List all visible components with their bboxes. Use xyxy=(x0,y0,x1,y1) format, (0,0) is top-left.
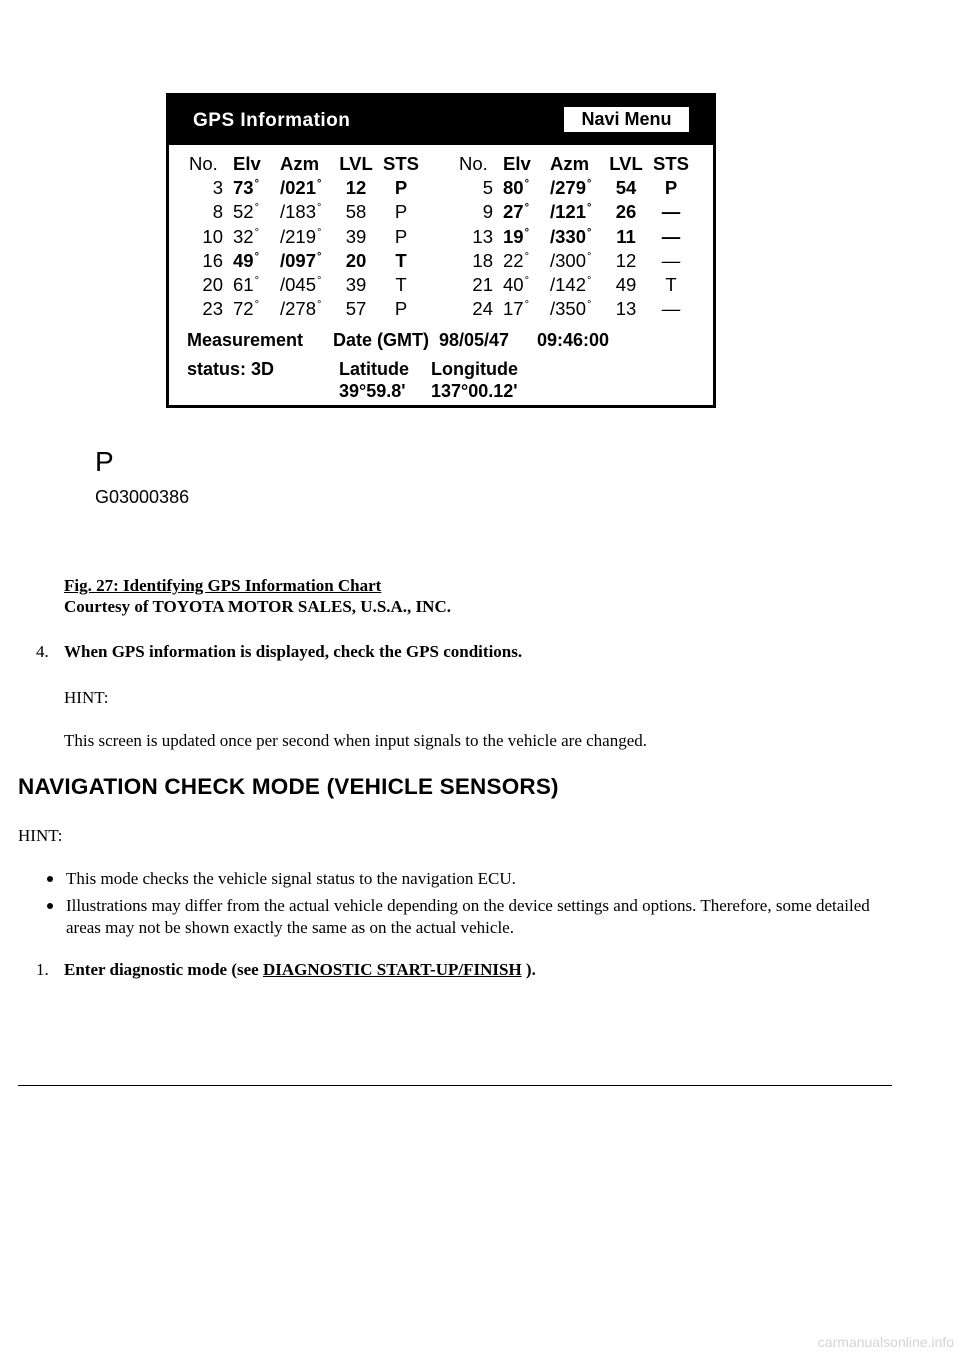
level-cell: 57 xyxy=(345,298,367,320)
column-header: Elv xyxy=(233,153,261,175)
degree-symbol: ° xyxy=(317,226,322,239)
elevation-cell: 52° xyxy=(233,201,259,223)
hint-bullet-list xyxy=(44,868,884,944)
satellite-number: 23 xyxy=(202,298,223,320)
satellite-number: 3 xyxy=(212,177,223,199)
satellite-number: 8 xyxy=(212,201,223,223)
satellite-number: 16 xyxy=(202,249,223,271)
status-cell: T xyxy=(395,274,407,296)
table-row xyxy=(183,176,424,200)
gps-screen-header xyxy=(169,96,713,145)
table-row xyxy=(453,273,694,297)
figure-caption-link[interactable]: Fig. 27: Identifying GPS Information Chart xyxy=(64,576,382,595)
level-cell: 58 xyxy=(345,201,367,223)
degree-symbol: ° xyxy=(524,275,529,288)
elevation-cell: 40° xyxy=(503,274,529,296)
measurement-label: Measurement xyxy=(187,330,304,350)
figure-credit: Courtesy of TOYOTA MOTOR SALES, U.S.A., INC. xyxy=(64,597,451,616)
degree-symbol: ° xyxy=(317,178,322,191)
list-item xyxy=(44,895,884,939)
degree-symbol: ° xyxy=(254,178,259,191)
bullet-icon xyxy=(47,903,53,909)
level-cell: 49 xyxy=(615,274,637,296)
table-row xyxy=(183,200,424,224)
satellite-number: 24 xyxy=(472,298,493,320)
table-row xyxy=(183,273,424,297)
elevation-cell: 80° xyxy=(503,177,529,199)
table-row xyxy=(453,176,694,200)
step-number: 4. xyxy=(36,642,49,661)
column-header: No. xyxy=(459,153,488,175)
satellite-number: 9 xyxy=(482,201,493,223)
degree-symbol: ° xyxy=(317,250,322,263)
table-row xyxy=(183,249,424,273)
status-cell: P xyxy=(394,201,408,223)
table-header-row xyxy=(183,152,424,176)
table-row xyxy=(453,225,694,249)
degree-symbol: ° xyxy=(254,250,259,263)
elevation-cell: 32° xyxy=(233,225,259,247)
column-header: No. xyxy=(189,153,218,175)
figure-letter: P xyxy=(95,446,114,477)
level-cell: 13 xyxy=(615,298,637,320)
status-cell: T xyxy=(395,249,407,271)
elevation-cell: 27° xyxy=(503,201,529,223)
azimuth-cell: /330° xyxy=(550,225,592,247)
satellite-number: 21 xyxy=(472,274,493,296)
diagnostic-startup-link[interactable]: DIAGNOSTIC START-UP/FINISH xyxy=(262,960,522,979)
step-text-after: ). xyxy=(521,960,536,979)
step-number: 1. xyxy=(36,960,49,979)
level-cell: 54 xyxy=(615,177,637,199)
azimuth-cell: /300° xyxy=(550,249,592,271)
step-text-before: Enter diagnostic mode (see xyxy=(64,960,263,979)
latitude-label: Latitude xyxy=(339,359,409,379)
horizontal-rule xyxy=(18,1085,892,1086)
azimuth-cell: /045° xyxy=(280,274,322,296)
list-item xyxy=(44,868,884,890)
degree-symbol: ° xyxy=(254,275,259,288)
status-cell: P xyxy=(664,177,678,199)
table-header-row xyxy=(453,152,694,176)
watermark: carmanualsonline.info xyxy=(817,1334,954,1350)
elevation-cell: 19° xyxy=(503,225,529,247)
latitude-block xyxy=(339,359,409,403)
column-header: Azm xyxy=(550,153,590,175)
status-cell: — xyxy=(661,249,681,271)
table-row xyxy=(183,297,424,321)
degree-symbol: ° xyxy=(254,226,259,239)
column-header: Azm xyxy=(280,153,320,175)
satellite-table-right xyxy=(453,152,694,321)
list-item-text: This mode checks the vehicle signal status to the navigation ECU. xyxy=(66,869,516,888)
elevation-cell: 73° xyxy=(233,177,259,199)
status-cell: — xyxy=(661,201,681,223)
table-row xyxy=(453,200,694,224)
status-cell: — xyxy=(661,298,681,320)
degree-symbol: ° xyxy=(317,202,322,215)
azimuth-cell: /121° xyxy=(550,201,592,223)
hint-paragraph: This screen is updated once per second when input signals to the vehicle are changed. xyxy=(64,731,647,750)
degree-symbol: ° xyxy=(587,202,592,215)
bullet-icon xyxy=(47,876,53,882)
satellite-number: 20 xyxy=(202,274,223,296)
step-text xyxy=(64,960,536,980)
gps-information-screen xyxy=(166,93,716,408)
date-value: 98/05/47 xyxy=(439,330,510,350)
step-text: When GPS information is displayed, check the GPS conditions. xyxy=(64,642,523,661)
table-row xyxy=(453,249,694,273)
degree-symbol: ° xyxy=(317,275,322,288)
azimuth-cell: /021° xyxy=(280,177,322,199)
level-cell: 39 xyxy=(345,225,367,247)
satellite-number: 10 xyxy=(202,225,223,247)
satellite-number: 18 xyxy=(472,249,493,271)
azimuth-cell: /279° xyxy=(550,177,592,199)
level-cell: 11 xyxy=(616,225,636,247)
satellite-number: 13 xyxy=(472,225,493,247)
satellite-number: 5 xyxy=(482,177,493,199)
figure-code: G03000386 xyxy=(95,487,190,507)
azimuth-cell: /183° xyxy=(280,201,322,223)
status-text: status: 3D xyxy=(187,359,275,379)
elevation-cell: 17° xyxy=(503,298,529,320)
degree-symbol: ° xyxy=(524,178,529,191)
elevation-cell: 72° xyxy=(233,298,259,320)
degree-symbol: ° xyxy=(524,226,529,239)
degree-symbol: ° xyxy=(254,299,259,312)
hint-label: HINT: xyxy=(18,826,63,845)
level-cell: 39 xyxy=(345,274,367,296)
azimuth-cell: /142° xyxy=(550,274,592,296)
date-label: Date (GMT) xyxy=(333,330,429,350)
level-cell: 26 xyxy=(615,201,637,223)
degree-symbol: ° xyxy=(587,226,592,239)
table-row xyxy=(453,297,694,321)
level-cell: 12 xyxy=(615,249,637,271)
time-value: 09:46:00 xyxy=(537,330,610,350)
satellite-table-left xyxy=(183,152,424,321)
column-header: Elv xyxy=(503,153,531,175)
degree-symbol: ° xyxy=(524,299,529,312)
level-cell: 20 xyxy=(345,249,367,271)
measurement-row xyxy=(187,330,609,351)
degree-symbol: ° xyxy=(587,275,592,288)
table-row xyxy=(183,225,424,249)
longitude-block xyxy=(431,359,518,403)
longitude-value: 137°00.12' xyxy=(431,381,518,401)
status-cell: T xyxy=(665,274,677,296)
latitude-value: 39°59.8' xyxy=(339,381,406,401)
column-header: LVL xyxy=(609,153,643,175)
degree-symbol: ° xyxy=(317,299,322,312)
status-cell: P xyxy=(394,177,408,199)
status-cell: — xyxy=(661,225,681,247)
degree-symbol: ° xyxy=(587,250,592,263)
elevation-cell: 49° xyxy=(233,249,259,271)
elevation-cell: 61° xyxy=(233,274,259,296)
column-header: STS xyxy=(383,153,419,175)
degree-symbol: ° xyxy=(587,299,592,312)
azimuth-cell: /278° xyxy=(280,298,322,320)
degree-symbol: ° xyxy=(587,178,592,191)
gps-screen-title: GPS Information xyxy=(193,110,351,131)
column-header: STS xyxy=(653,153,689,175)
elevation-cell: 22° xyxy=(503,249,529,271)
degree-symbol: ° xyxy=(254,202,259,215)
longitude-label: Longitude xyxy=(431,359,518,379)
column-header: LVL xyxy=(339,153,373,175)
level-cell: 12 xyxy=(345,177,367,199)
navi-menu-button[interactable]: Navi Menu xyxy=(562,105,691,134)
degree-symbol: ° xyxy=(524,250,529,263)
list-item-text: Illustrations may differ from the actual vehicle depending on the device settings and options. Therefore, some detailed areas may not be shown exactly the same as on the actual vehicle. xyxy=(66,896,870,937)
degree-symbol: ° xyxy=(524,202,529,215)
azimuth-cell: /350° xyxy=(550,298,592,320)
hint-label: HINT: xyxy=(64,688,109,707)
azimuth-cell: /219° xyxy=(280,225,322,247)
status-cell: P xyxy=(394,298,408,320)
section-heading: NAVIGATION CHECK MODE (VEHICLE SENSORS) xyxy=(18,774,559,799)
status-cell: P xyxy=(394,225,408,247)
azimuth-cell: /097° xyxy=(280,249,322,271)
